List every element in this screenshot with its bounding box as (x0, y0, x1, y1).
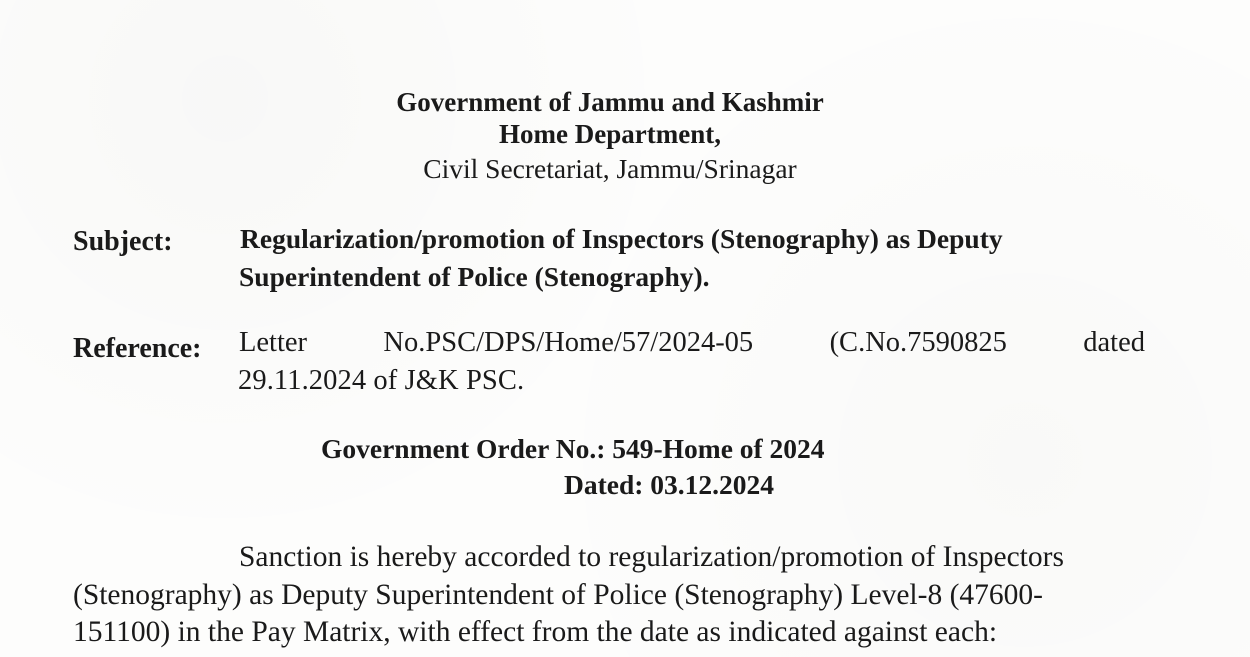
body-line-3: 151100) in the Pay Matrix, with effect from the date as indicated against each: (73, 616, 998, 648)
subject-label: Subject: (73, 226, 173, 257)
reference-line-2: 29.11.2024 of J&K PSC. (238, 365, 525, 396)
reference-line-1 (239, 326, 1145, 360)
secretariat-line: Civil Secretariat, Jammu/Srinagar (423, 153, 797, 184)
reference-letter-number: No.PSC/DPS/Home/57/2024-05 (383, 327, 754, 358)
government-title: Government of Jammu and Kashmir (396, 87, 824, 117)
order-number: Government Order No.: 549-Home of 2024 (321, 433, 825, 464)
reference-case-number: (C.No.7590825 (829, 327, 1007, 358)
department-title: Home Department, (499, 119, 721, 149)
subject-line-1: Regularization/promotion of Inspectors (Stenography) as Deputy (240, 223, 1003, 254)
reference-label: Reference: (73, 333, 202, 364)
reference-word-dated: dated (1083, 327, 1145, 358)
order-date: Dated: 03.12.2024 (564, 469, 775, 500)
body-line-1: Sanction is hereby accorded to regularization/promotion of Inspectors (239, 541, 1064, 573)
body-line-2: (Stenography) as Deputy Superintendent of Police (Stenography) Level-8 (47600- (73, 579, 1043, 611)
subject-line-2: Superintendent of Police (Stenography). (239, 261, 710, 292)
reference-word-letter: Letter (239, 327, 308, 358)
